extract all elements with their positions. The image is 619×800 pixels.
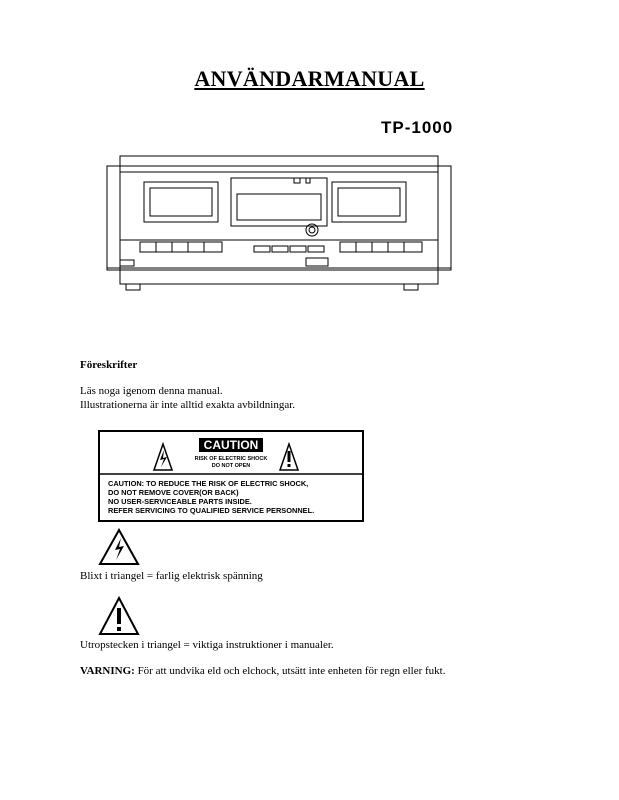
lightning-warning-icon (154, 444, 172, 470)
precautions-line-1: Läs noga igenom denna manual. (80, 385, 223, 397)
precautions-line-2: Illustrationerna är inte alltid exakta avbildningar. (80, 399, 296, 411)
exclamation-warning-icon (280, 444, 298, 470)
exclamation-triangle-icon (98, 596, 140, 636)
risk-line-1: RISK OF ELECTRIC SHOCK (194, 456, 268, 462)
caution-text-2: DO NOT REMOVE COVER(OR BACK) (108, 488, 239, 497)
lightning-explanation: Blixt i triangel = farlig elektrisk spänning (80, 570, 263, 582)
caution-text-4: REFER SERVICING TO QUALIFIED SERVICE PERSONNEL. (108, 506, 315, 515)
precautions-heading: Föreskrifter (80, 359, 138, 371)
risk-line-2: DO NOT OPEN (211, 463, 251, 469)
caution-text-1: CAUTION: TO REDUCE THE RISK OF ELECTRIC SHOCK, (108, 479, 309, 488)
warning-label: VARNING: (80, 665, 135, 677)
caution-label (98, 430, 364, 522)
caution-word: CAUTION (203, 438, 259, 452)
cassette-deck-illustration (104, 150, 454, 300)
model-number: TP-1000 (381, 118, 454, 137)
page-title: ANVÄNDARMANUAL (194, 66, 425, 91)
caution-text-3: NO USER-SERVICEABLE PARTS INSIDE. (108, 497, 252, 506)
lightning-triangle-icon (98, 528, 140, 566)
warning-paragraph (80, 664, 445, 678)
warning-text: För att undvika eld och elchock, utsätt inte enheten för regn eller fukt. (134, 665, 446, 677)
exclamation-explanation: Utropstecken i triangel = viktiga instruktioner i manualer. (80, 639, 334, 651)
